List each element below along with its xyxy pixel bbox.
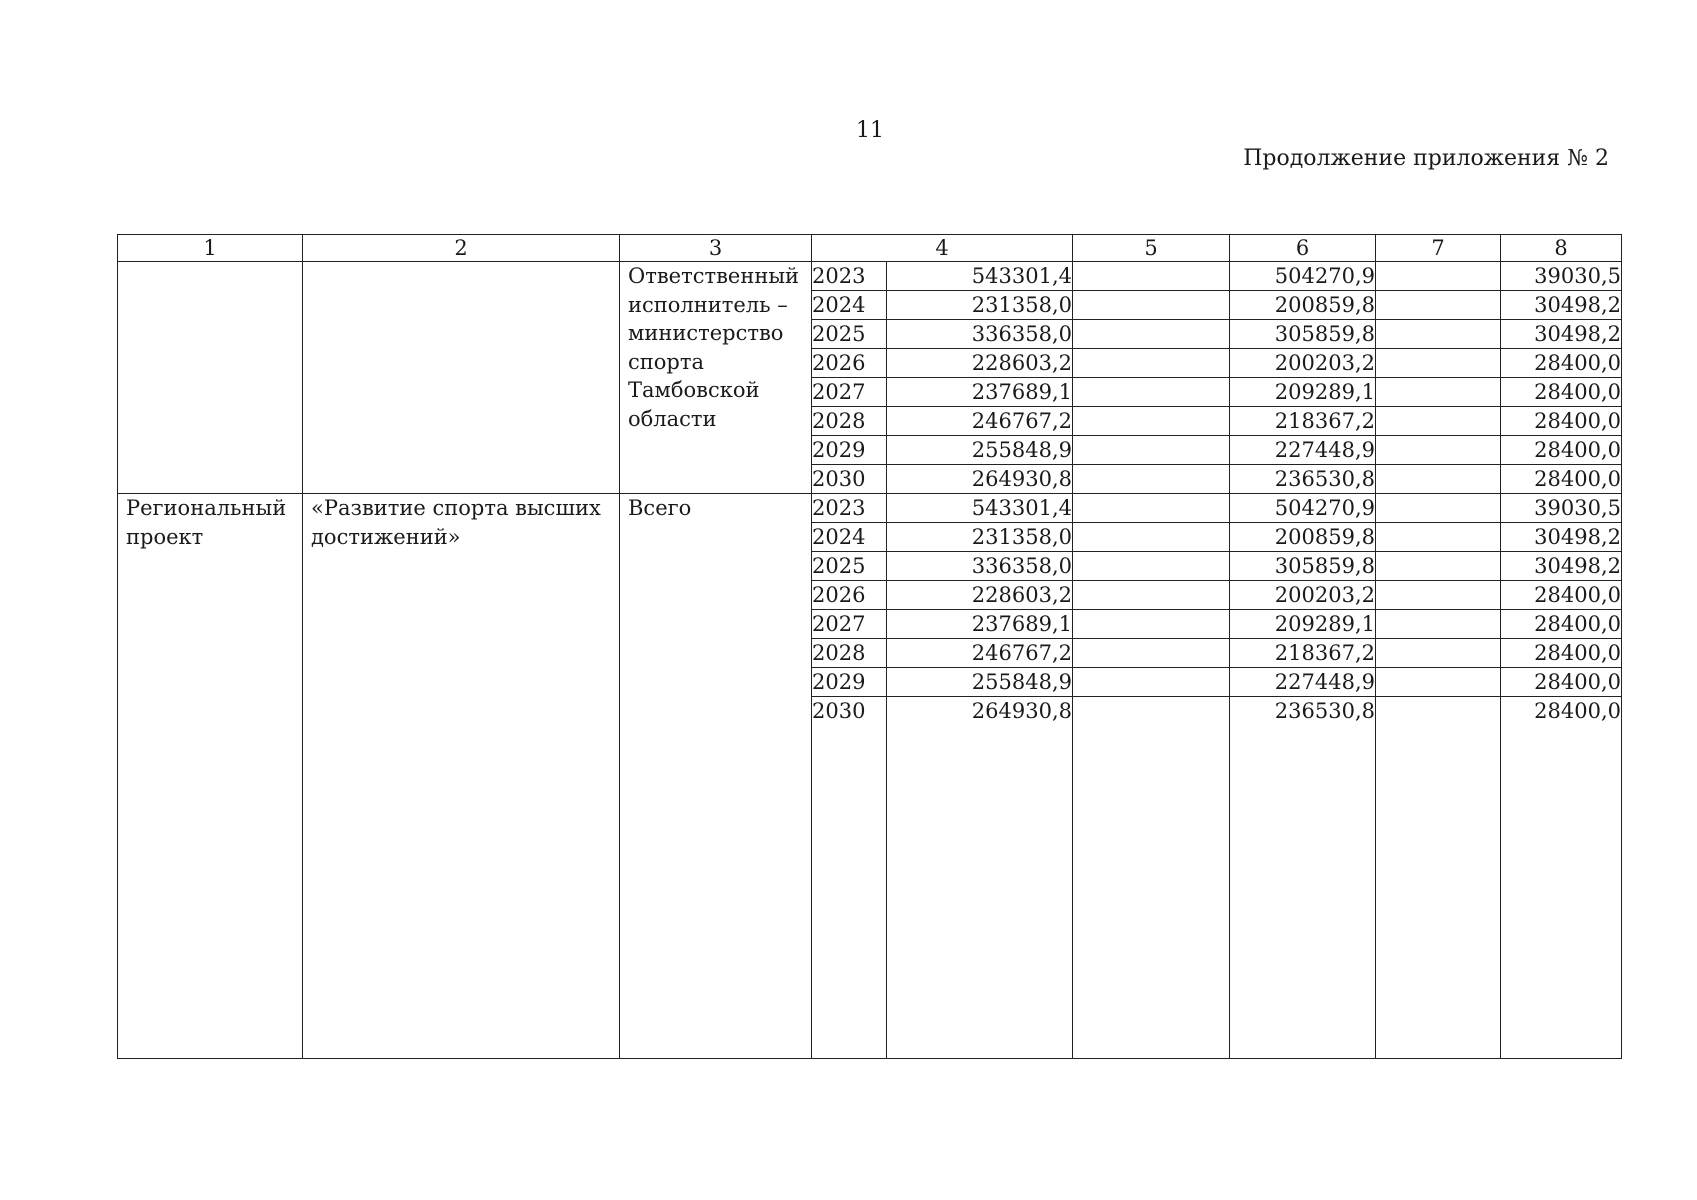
amount-col5-cell <box>1073 494 1230 523</box>
amount-col6-cell: 236530,8 <box>1230 697 1376 726</box>
amount-col8-cell: 30498,2 <box>1501 320 1622 349</box>
amount-col8-cell: 28400,0 <box>1501 639 1622 668</box>
year-cell: 2025 <box>812 320 887 349</box>
amount-col6-cell: 305859,8 <box>1230 320 1376 349</box>
year-cell: 2030 <box>812 697 887 726</box>
column-header-6: 6 <box>1230 235 1376 262</box>
year-cell: 2024 <box>812 291 887 320</box>
amount-col5-cell <box>1073 291 1230 320</box>
page-number: 11 <box>856 118 884 143</box>
amount-total-cell: 246767,2 <box>887 639 1073 668</box>
year-cell: 2023 <box>812 494 887 523</box>
header-row <box>118 235 1622 262</box>
column-header-4: 4 <box>812 235 1073 262</box>
amount-col8-cell: 30498,2 <box>1501 291 1622 320</box>
year-cell: 2023 <box>812 262 887 291</box>
row-label: Региональный проект <box>126 496 287 549</box>
amount-col7-cell <box>1376 697 1501 726</box>
empty-cell <box>1073 725 1230 1059</box>
year-cell: 2030 <box>812 465 887 494</box>
amount-total-cell: 228603,2 <box>887 349 1073 378</box>
amount-col8-cell: 28400,0 <box>1501 349 1622 378</box>
amount-total-cell: 246767,2 <box>887 407 1073 436</box>
amount-total-cell: 231358,0 <box>887 523 1073 552</box>
amount-col7-cell <box>1376 610 1501 639</box>
amount-col5-cell <box>1073 639 1230 668</box>
amount-col7-cell <box>1376 378 1501 407</box>
amount-col6-cell: 227448,9 <box>1230 436 1376 465</box>
amount-col5-cell <box>1073 668 1230 697</box>
amount-col5-cell <box>1073 552 1230 581</box>
year-cell: 2024 <box>812 523 887 552</box>
budget-table <box>117 234 1622 1059</box>
amount-col8-cell: 28400,0 <box>1501 407 1622 436</box>
amount-col7-cell <box>1376 639 1501 668</box>
empty-cell <box>812 725 887 1059</box>
column-header-1: 1 <box>118 235 303 262</box>
amount-total-cell: 231358,0 <box>887 291 1073 320</box>
amount-total-cell: 237689,1 <box>887 378 1073 407</box>
amount-col5-cell <box>1073 436 1230 465</box>
amount-col6-cell: 227448,9 <box>1230 668 1376 697</box>
empty-cell <box>1376 725 1501 1059</box>
amount-col5-cell <box>1073 262 1230 291</box>
amount-col8-cell: 28400,0 <box>1501 668 1622 697</box>
amount-total-cell: 543301,4 <box>887 494 1073 523</box>
amount-total-cell: 264930,8 <box>887 465 1073 494</box>
year-cell: 2026 <box>812 349 887 378</box>
year-cell: 2027 <box>812 610 887 639</box>
amount-col5-cell <box>1073 523 1230 552</box>
amount-col7-cell <box>1376 407 1501 436</box>
amount-col8-cell: 39030,5 <box>1501 494 1622 523</box>
amount-col7-cell <box>1376 320 1501 349</box>
amount-col8-cell: 28400,0 <box>1501 697 1622 726</box>
amount-col7-cell <box>1376 523 1501 552</box>
year-cell: 2029 <box>812 436 887 465</box>
row-source: Ответственный исполнитель – министерство спорта Тамбовской области <box>628 264 800 431</box>
amount-col8-cell: 30498,2 <box>1501 523 1622 552</box>
column-header-5: 5 <box>1073 235 1230 262</box>
year-cell: 2028 <box>812 407 887 436</box>
amount-col7-cell <box>1376 494 1501 523</box>
row-name-cell <box>303 262 620 494</box>
row-label-cell <box>118 494 303 1059</box>
year-cell: 2025 <box>812 552 887 581</box>
row-name-cell <box>303 494 620 1059</box>
amount-total-cell: 237689,1 <box>887 610 1073 639</box>
amount-col6-cell: 209289,1 <box>1230 610 1376 639</box>
row-source-cell <box>620 494 812 1059</box>
amount-col6-cell: 218367,2 <box>1230 407 1376 436</box>
amount-total-cell: 255848,9 <box>887 436 1073 465</box>
empty-cell <box>887 725 1073 1059</box>
amount-col6-cell: 209289,1 <box>1230 378 1376 407</box>
amount-col8-cell: 28400,0 <box>1501 465 1622 494</box>
amount-col6-cell: 200203,2 <box>1230 581 1376 610</box>
amount-col8-cell: 28400,0 <box>1501 610 1622 639</box>
empty-cell <box>1230 725 1376 1059</box>
amount-col7-cell <box>1376 581 1501 610</box>
amount-col7-cell <box>1376 436 1501 465</box>
amount-col5-cell <box>1073 581 1230 610</box>
amount-col5-cell <box>1073 697 1230 726</box>
amount-col6-cell: 200859,8 <box>1230 291 1376 320</box>
amount-col8-cell: 28400,0 <box>1501 378 1622 407</box>
amount-total-cell: 543301,4 <box>887 262 1073 291</box>
amount-col5-cell <box>1073 465 1230 494</box>
amount-total-cell: 336358,0 <box>887 320 1073 349</box>
column-header-8: 8 <box>1501 235 1622 262</box>
amount-col5-cell <box>1073 349 1230 378</box>
row-source-cell <box>620 262 812 494</box>
amount-total-cell: 336358,0 <box>887 552 1073 581</box>
year-cell: 2028 <box>812 639 887 668</box>
column-header-7: 7 <box>1376 235 1501 262</box>
empty-cell <box>1501 725 1622 1059</box>
row-label-cell <box>118 262 303 494</box>
amount-col7-cell <box>1376 349 1501 378</box>
amount-total-cell: 228603,2 <box>887 581 1073 610</box>
amount-col7-cell <box>1376 465 1501 494</box>
amount-col7-cell <box>1376 668 1501 697</box>
amount-col8-cell: 28400,0 <box>1501 581 1622 610</box>
table-row <box>118 262 1622 291</box>
amount-col5-cell <box>1073 407 1230 436</box>
year-cell: 2029 <box>812 668 887 697</box>
amount-col8-cell: 28400,0 <box>1501 436 1622 465</box>
amount-col6-cell: 200859,8 <box>1230 523 1376 552</box>
column-header-2: 2 <box>303 235 620 262</box>
year-cell: 2026 <box>812 581 887 610</box>
continuation-label: Продолжение приложения № 2 <box>1243 146 1609 171</box>
amount-col7-cell <box>1376 291 1501 320</box>
amount-total-cell: 255848,9 <box>887 668 1073 697</box>
amount-col6-cell: 504270,9 <box>1230 494 1376 523</box>
amount-col7-cell <box>1376 552 1501 581</box>
amount-col7-cell <box>1376 262 1501 291</box>
year-cell: 2027 <box>812 378 887 407</box>
amount-col5-cell <box>1073 320 1230 349</box>
amount-col8-cell: 30498,2 <box>1501 552 1622 581</box>
amount-col6-cell: 218367,2 <box>1230 639 1376 668</box>
column-header-3: 3 <box>620 235 812 262</box>
amount-col8-cell: 39030,5 <box>1501 262 1622 291</box>
amount-col6-cell: 305859,8 <box>1230 552 1376 581</box>
table-row <box>118 494 1622 523</box>
amount-col6-cell: 504270,9 <box>1230 262 1376 291</box>
row-name: «Развитие спорта высших достижений» <box>311 496 601 549</box>
amount-col5-cell <box>1073 378 1230 407</box>
amount-col6-cell: 200203,2 <box>1230 349 1376 378</box>
amount-col6-cell: 236530,8 <box>1230 465 1376 494</box>
row-source: Всего <box>628 496 692 520</box>
amount-total-cell: 264930,8 <box>887 697 1073 726</box>
amount-col5-cell <box>1073 610 1230 639</box>
